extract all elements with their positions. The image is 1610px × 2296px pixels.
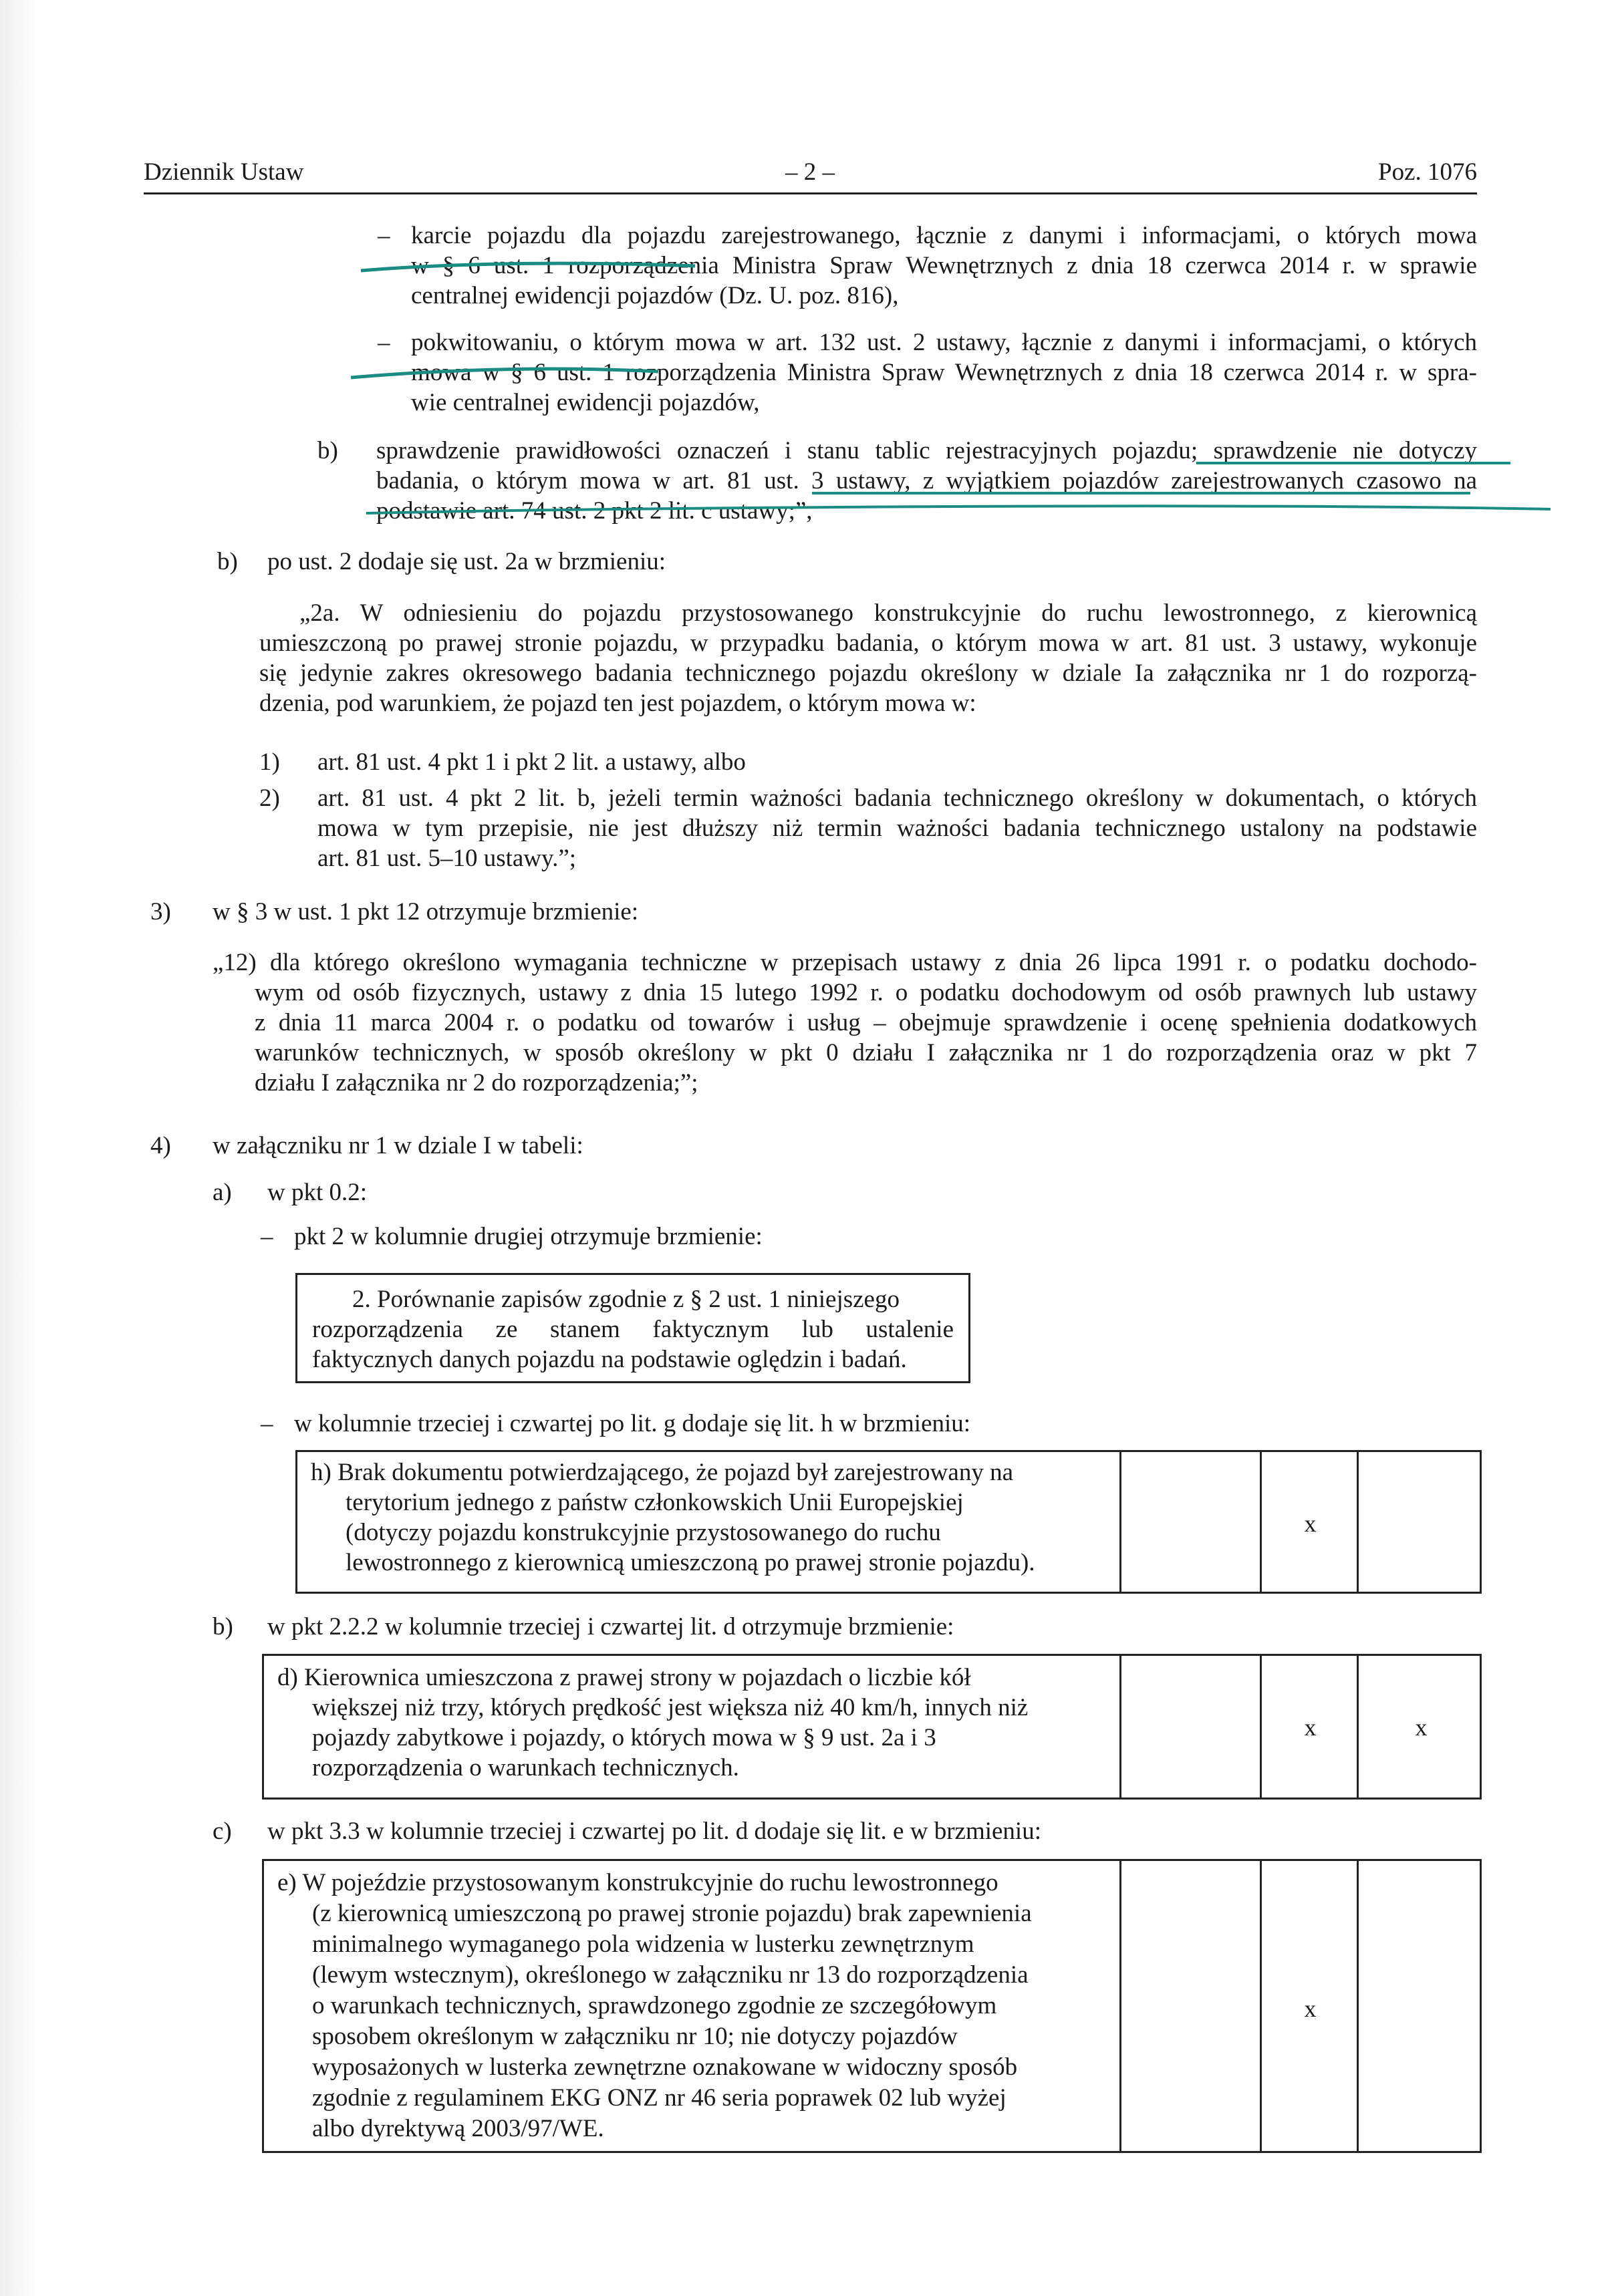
text-line: rozporządzenia o warunkach technicznych. [312, 1754, 739, 1781]
text-line: e) W pojeździe przystosowanym konstrukcyjnie do ruchu lewostronnego [277, 1869, 998, 1896]
text-line: d) Kierownica umieszczona z prawej strony w pojazdach o liczbie kół [277, 1664, 971, 1691]
item-label-a: a) [213, 1179, 232, 1206]
sub-intro: w kolumnie trzeciej i czwartej po lit. g dodaje się lit. h w brzmieniu: [294, 1410, 971, 1437]
text-line: w § 6 ust. 1 rozporządzenia Ministra Spraw Wewnętrznych z dnia 18 czerwca 2014 r. w sprawie [411, 252, 1477, 279]
journal-title: Dziennik Ustaw [144, 158, 304, 186]
row-text [277, 1868, 1126, 2144]
text-line: rozporządzenia ze stanem faktycznym lub ustalenie [312, 1316, 954, 1343]
text-line: art. 81 ust. 4 pkt 2 lit. b, jeżeli termin ważności badania technicznego określony w dokumentach, o których [317, 784, 1477, 812]
text-line: lewostronnego z kierownicą umieszczoną po prawej stronie pojazdu). [346, 1549, 1035, 1576]
table-row-h [295, 1450, 1482, 1594]
sub-intro: pkt 2 w kolumnie drugiej otrzymuje brzmienie: [294, 1223, 763, 1250]
text-line: art. 81 ust. 4 pkt 1 i pkt 2 lit. a ustawy, albo [317, 748, 746, 776]
dash-marker: – [378, 329, 390, 356]
dash-marker: – [261, 1223, 273, 1250]
pen-underline-marks [0, 0, 1610, 575]
text-line: h) Brak dokumentu potwierdzającego, że pojazd był zarejestrowany na [311, 1459, 1013, 1486]
item-label-b: b) [217, 548, 238, 575]
text-line: dzenia, pod warunkiem, że pojazd ten jest pojazdem, o którym mowa w: [259, 690, 976, 717]
table-cell [1260, 1656, 1359, 1798]
section-label-3: 3) [150, 898, 171, 925]
text-line: pokwitowaniu, o którym mowa w art. 132 ust. 2 ustawy, łącznie z danymi i informacjami, o których [411, 329, 1477, 356]
text-line: zgodnie z regulaminem EKG ONZ nr 46 seria poprawek 02 lub wyżej [312, 2084, 1007, 2112]
text-line: (z kierownicą umieszczoną po prawej stronie pojazdu) brak zapewnienia [312, 1900, 1032, 1927]
item-label-1: 1) [259, 748, 280, 776]
text-line: 2. Porównanie zapisów zgodnie z § 2 ust. 1 niniejszego [352, 1286, 900, 1313]
text-line: badania, o którym mowa w art. 81 ust. 3 ustawy, z wyjątkiem pojazdów zarejestrowanych czasowo na [376, 467, 1477, 494]
cell-mark: x [1415, 1714, 1428, 1741]
table-cell [1119, 1861, 1262, 2151]
text-line: mowa w tym przepisie, nie jest dłuższy niż termin ważności badania technicznego ustalony na podstawie [317, 815, 1477, 842]
table-cell [1357, 1861, 1484, 2151]
list-item-2 [317, 783, 1477, 873]
item-label-c: c) [213, 1818, 232, 1845]
dash-marker: – [261, 1410, 273, 1437]
row-text [277, 1663, 1126, 1783]
cell-mark: x [1304, 1714, 1317, 1741]
text-line: warunków technicznych, w sposób określony w pkt 0 działu I załącznika nr 1 do rozporządzenia oraz w pkt 7 [255, 1039, 1477, 1066]
text-line: faktycznych danych pojazdu na podstawie oględzin i badań. [312, 1346, 907, 1373]
table-cell [1260, 1452, 1359, 1592]
row-text [311, 1457, 1126, 1578]
item-intro: w pkt 3.3 w kolumnie trzeciej i czwartej po lit. d dodaje się lit. e w brzmieniu: [267, 1818, 1041, 1845]
item-label-b: b) [317, 437, 338, 464]
table-cell [1119, 1656, 1262, 1798]
text-line: minimalnego wymaganego pola widzenia w lusterku zewnętrznym [312, 1930, 974, 1958]
section-intro: w załączniku nr 1 w dziale I w tabeli: [213, 1132, 583, 1159]
text-line: karcie pojazdu dla pojazdu zarejestrowanego, łącznie z danymi i informacjami, o których mowa [411, 222, 1477, 249]
item-intro: w pkt 0.2: [267, 1179, 368, 1206]
text-line: (lewym wstecznym), określonego w załączniku nr 13 do rozporządzenia [312, 1961, 1029, 1989]
position-number: Poz. 1076 [1378, 158, 1477, 186]
cell-mark: x [1304, 1510, 1317, 1537]
cell-mark: x [1304, 1995, 1317, 2022]
table-row-d [262, 1654, 1482, 1800]
table-cell [1357, 1452, 1484, 1592]
text-line: większej niż trzy, których prędkość jest większa niż 40 km/h, innych niż [312, 1694, 1029, 1721]
text-line: centralnej ewidencji pojazdów (Dz. U. poz. 816), [411, 282, 899, 309]
text-line: „12) dla którego określono wymagania techniczne w przepisach ustawy z dnia 26 lipca 1991 r. o podatku dochodo- [213, 949, 1477, 976]
text-line: albo dyrektywą 2003/97/WE. [312, 2115, 604, 2142]
text-line: się jedynie zakres okresowego badania technicznego pojazdu określony w dziale Ia załącznika nr 1 do rozporzą- [259, 660, 1477, 687]
text-line: wym od osób fizycznych, ustawy z dnia 15 lutego 1992 r. o podatku dochodowym od osób prawnych lub ustawy [255, 979, 1477, 1006]
text-line: sposobem określonym w załączniku nr 10; nie dotyczy pojazdów [312, 2023, 958, 2050]
text-line: (dotyczy pojazdu konstrukcyjnie przystosowanego do ruchu [346, 1519, 941, 1546]
text-line: o warunkach technicznych, sprawdzonego zgodnie ze szczegółowym [312, 1992, 997, 2019]
text-line: „2a. W odniesieniu do pojazdu przystosowanego konstrukcyjnie do ruchu lewostronnego, z kierownicą [299, 599, 1477, 627]
table-cell [1357, 1656, 1484, 1798]
paragraph-2a [259, 598, 1477, 718]
text-line: sprawdzenie prawidłowości oznaczeń i stanu tablic rejestracyjnych pojazdu; sprawdzenie nie dotyczy [376, 437, 1477, 464]
text-line: wie centralnej ewidencji pojazdów, [411, 389, 760, 416]
text-line: z dnia 11 marca 2004 r. o podatku od towarów i usług – obejmuje sprawdzenie i ocenę spełnienia dodatkowych [255, 1009, 1477, 1036]
list-item-1 [317, 747, 1477, 777]
section-intro: w § 3 w ust. 1 pkt 12 otrzymuje brzmienie: [213, 898, 639, 925]
box-text [312, 1284, 954, 1375]
text-line: działu I załącznika nr 2 do rozporządzenia;”; [255, 1069, 698, 1097]
item-label-2: 2) [259, 784, 280, 812]
text-line: terytorium jednego z państw członkowskich Unii Europejskiej [346, 1489, 964, 1516]
table-row-e [262, 1859, 1482, 2153]
text-line: podstawie art. 74 ust. 2 pkt 2 lit. c ustawy;”, [376, 497, 813, 525]
text-line: umieszczoną po prawej stronie pojazdu, w przypadku badania, o którym mowa w art. 81 ust. 3 ustawy, wykonuje [259, 629, 1477, 657]
section-label-4: 4) [150, 1132, 171, 1159]
item-intro: w pkt 2.2.2 w kolumnie trzeciej i czwartej lit. d otrzymuje brzmienie: [267, 1613, 954, 1640]
paragraph-12 [213, 948, 1477, 1098]
table-cell [1260, 1861, 1359, 2151]
page-number: – 2 – [785, 158, 835, 186]
text-line: art. 81 ust. 5–10 ustawy.”; [317, 845, 577, 872]
text-line: wyposażonych w lusterka zewnętrzne oznakowane w widoczny sposób [312, 2053, 1018, 2081]
text-line: mowa w § 6 ust. 1 rozporządzenia Ministra Spraw Wewnętrznych z dnia 18 czerwca 2014 r. w spra- [411, 359, 1477, 386]
table-cell [1119, 1452, 1262, 1592]
section-intro: po ust. 2 dodaje się ust. 2a w brzmieniu: [267, 548, 666, 575]
dash-marker: – [378, 222, 390, 249]
text-line: pojazdy zabytkowe i pojazdy, o których mowa w § 9 ust. 2a i 3 [312, 1724, 936, 1751]
item-label-b: b) [213, 1613, 233, 1640]
replacement-text-box [295, 1273, 970, 1383]
